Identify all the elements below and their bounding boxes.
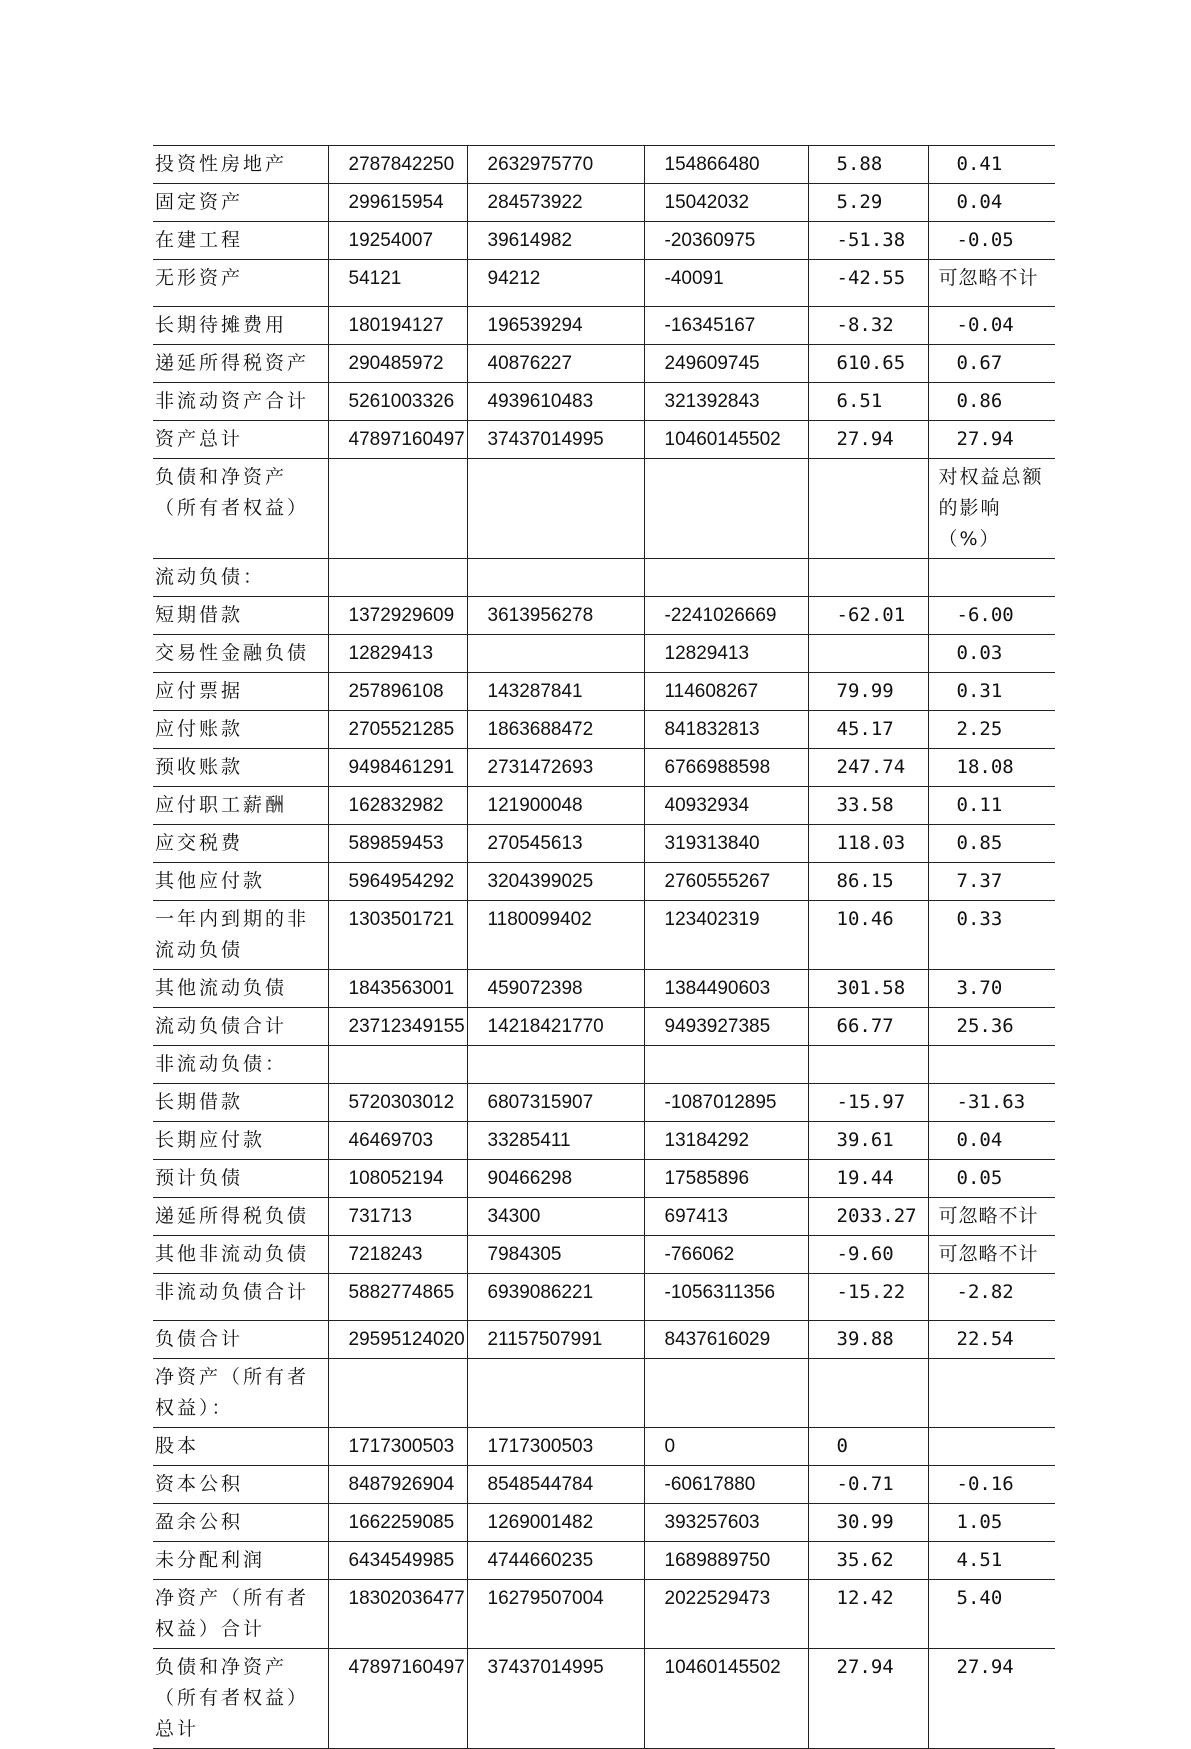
table-row: [153, 825, 1055, 863]
row-change-amount: 154866480: [644, 146, 808, 184]
row-change-amount: 10460145502: [644, 421, 808, 459]
table-row: [153, 635, 1055, 673]
row-change-rate: 301.58: [808, 970, 928, 1008]
row-ending-balance: 1303501721: [328, 901, 467, 970]
row-change-rate: [808, 559, 928, 597]
row-change-amount: -1056311356: [644, 1274, 808, 1321]
row-beginning-balance: [467, 559, 644, 597]
row-item-label: 流动负债合计: [153, 1008, 328, 1046]
row-ending-balance: 1717300503: [328, 1428, 467, 1466]
row-ending-balance: [328, 1359, 467, 1428]
table-row: [153, 787, 1055, 825]
row-change-amount: 2022529473: [644, 1580, 808, 1649]
row-item-label: 其他非流动负债: [153, 1236, 328, 1274]
row-change-amount: -40091: [644, 260, 808, 307]
row-impact: 2.25: [928, 711, 1055, 749]
row-change-amount: -1087012895: [644, 1084, 808, 1122]
row-change-amount: 2760555267: [644, 863, 808, 901]
row-item-label: 资产总计: [153, 421, 328, 459]
row-item-label: 固定资产: [153, 184, 328, 222]
row-impact: 7.37: [928, 863, 1055, 901]
row-change-rate: [808, 459, 928, 559]
table-row: [153, 1046, 1055, 1084]
table-row: [153, 1504, 1055, 1542]
row-impact: -0.05: [928, 222, 1055, 260]
row-item-label: 其他应付款: [153, 863, 328, 901]
row-ending-balance: 180194127: [328, 307, 467, 345]
row-ending-balance: 8487926904: [328, 1466, 467, 1504]
row-beginning-balance: 37437014995: [467, 421, 644, 459]
row-ending-balance: 290485972: [328, 345, 467, 383]
row-item-label: 应付票据: [153, 673, 328, 711]
row-impact: 可忽略不计: [928, 1198, 1055, 1236]
row-item-label: 未分配利润: [153, 1542, 328, 1580]
row-change-amount: 8437616029: [644, 1321, 808, 1359]
row-ending-balance: [328, 1046, 467, 1084]
row-change-rate: -62.01: [808, 597, 928, 635]
table-row: [153, 1198, 1055, 1236]
row-change-amount: 319313840: [644, 825, 808, 863]
row-impact: 0.04: [928, 1122, 1055, 1160]
row-item-label: 非流动资产合计: [153, 383, 328, 421]
row-impact: -2.82: [928, 1274, 1055, 1321]
row-change-rate: [808, 1359, 928, 1428]
row-impact: 0.31: [928, 673, 1055, 711]
row-change-amount: 1384490603: [644, 970, 808, 1008]
row-beginning-balance: 90466298: [467, 1160, 644, 1198]
row-change-rate: 66.77: [808, 1008, 928, 1046]
row-impact: 0.67: [928, 345, 1055, 383]
table-row: [153, 1580, 1055, 1649]
table-row: [153, 421, 1055, 459]
row-item-label: 递延所得税资产: [153, 345, 328, 383]
row-change-rate: 5.88: [808, 146, 928, 184]
row-beginning-balance: 7984305: [467, 1236, 644, 1274]
row-item-label: 资本公积: [153, 1466, 328, 1504]
row-beginning-balance: 94212: [467, 260, 644, 307]
table-row: [153, 1236, 1055, 1274]
row-impact: 0.11: [928, 787, 1055, 825]
row-beginning-balance: 8548544784: [467, 1466, 644, 1504]
row-beginning-balance: 40876227: [467, 345, 644, 383]
row-impact: 5.40: [928, 1580, 1055, 1649]
row-item-label: 一年内到期的非流动负债: [153, 901, 328, 970]
row-item-label: 净资产（所有者权益）合计: [153, 1580, 328, 1649]
row-item-label: 应付账款: [153, 711, 328, 749]
row-change-amount: 249609745: [644, 345, 808, 383]
row-change-rate: 33.58: [808, 787, 928, 825]
row-change-rate: 12.42: [808, 1580, 928, 1649]
row-change-rate: [808, 1046, 928, 1084]
row-ending-balance: 1843563001: [328, 970, 467, 1008]
row-change-amount: -60617880: [644, 1466, 808, 1504]
row-ending-balance: 1662259085: [328, 1504, 467, 1542]
row-ending-balance: 2787842250: [328, 146, 467, 184]
row-item-label: 应付职工薪酬: [153, 787, 328, 825]
table-row: [153, 863, 1055, 901]
row-impact: 0.33: [928, 901, 1055, 970]
row-change-rate: 39.88: [808, 1321, 928, 1359]
row-beginning-balance: 4744660235: [467, 1542, 644, 1580]
row-ending-balance: 12829413: [328, 635, 467, 673]
row-change-rate: -51.38: [808, 222, 928, 260]
row-impact: 0.86: [928, 383, 1055, 421]
row-item-label: 预收账款: [153, 749, 328, 787]
row-beginning-balance: 6807315907: [467, 1084, 644, 1122]
table-row: [153, 1649, 1055, 1749]
row-item-label: 无形资产: [153, 260, 328, 307]
row-impact: 0.03: [928, 635, 1055, 673]
table-row: [153, 673, 1055, 711]
table-row: [153, 1542, 1055, 1580]
row-change-amount: [644, 1359, 808, 1428]
row-item-label: 盈余公积: [153, 1504, 328, 1542]
row-ending-balance: 23712349155: [328, 1008, 467, 1046]
row-item-label: 长期待摊费用: [153, 307, 328, 345]
row-ending-balance: 19254007: [328, 222, 467, 260]
row-impact: 3.70: [928, 970, 1055, 1008]
row-item-label: 投资性房地产: [153, 146, 328, 184]
row-beginning-balance: 2731472693: [467, 749, 644, 787]
row-ending-balance: 108052194: [328, 1160, 467, 1198]
table-row: [153, 1466, 1055, 1504]
row-beginning-balance: 39614982: [467, 222, 644, 260]
row-beginning-balance: 3204399025: [467, 863, 644, 901]
row-impact: -6.00: [928, 597, 1055, 635]
row-impact: 0.05: [928, 1160, 1055, 1198]
row-beginning-balance: 1269001482: [467, 1504, 644, 1542]
row-change-rate: 35.62: [808, 1542, 928, 1580]
row-change-rate: -15.97: [808, 1084, 928, 1122]
table-row: [153, 559, 1055, 597]
row-ending-balance: 257896108: [328, 673, 467, 711]
row-beginning-balance: 34300: [467, 1198, 644, 1236]
row-impact: [928, 1428, 1055, 1466]
row-item-label: 负债合计: [153, 1321, 328, 1359]
row-beginning-balance: 1863688472: [467, 711, 644, 749]
row-item-label: 负债和净资产（所有者权益）总计: [153, 1649, 328, 1749]
row-ending-balance: 1372929609: [328, 597, 467, 635]
row-beginning-balance: [467, 635, 644, 673]
row-change-amount: [644, 1046, 808, 1084]
row-beginning-balance: 16279507004: [467, 1580, 644, 1649]
row-impact: [928, 1046, 1055, 1084]
row-beginning-balance: 33285411: [467, 1122, 644, 1160]
row-ending-balance: 589859453: [328, 825, 467, 863]
row-ending-balance: 6434549985: [328, 1542, 467, 1580]
table-row: [153, 597, 1055, 635]
table-row: [153, 711, 1055, 749]
row-change-amount: 9493927385: [644, 1008, 808, 1046]
row-change-rate: 2033.27: [808, 1198, 928, 1236]
row-change-amount: 1689889750: [644, 1542, 808, 1580]
row-change-rate: [808, 635, 928, 673]
row-change-amount: 13184292: [644, 1122, 808, 1160]
row-change-rate: 247.74: [808, 749, 928, 787]
row-beginning-balance: 21157507991: [467, 1321, 644, 1359]
row-impact: -31.63: [928, 1084, 1055, 1122]
row-change-amount: -2241026669: [644, 597, 808, 635]
row-beginning-balance: 284573922: [467, 184, 644, 222]
row-beginning-balance: [467, 1359, 644, 1428]
table-row: [153, 970, 1055, 1008]
row-item-label: 非流动负债合计: [153, 1274, 328, 1321]
row-change-amount: 697413: [644, 1198, 808, 1236]
row-item-label: 应交税费: [153, 825, 328, 863]
row-change-amount: 393257603: [644, 1504, 808, 1542]
row-impact: 4.51: [928, 1542, 1055, 1580]
row-change-amount: 114608267: [644, 673, 808, 711]
table-row: [153, 1160, 1055, 1198]
table-row: [153, 1428, 1055, 1466]
row-impact: 1.05: [928, 1504, 1055, 1542]
row-beginning-balance: [467, 459, 644, 559]
row-change-rate: 27.94: [808, 1649, 928, 1749]
row-impact: 可忽略不计: [928, 1236, 1055, 1274]
table-row: [153, 383, 1055, 421]
table-row: [153, 901, 1055, 970]
balance-sheet-table: [153, 145, 1055, 1749]
row-beginning-balance: 270545613: [467, 825, 644, 863]
row-change-rate: -42.55: [808, 260, 928, 307]
row-change-rate: 45.17: [808, 711, 928, 749]
table-row: [153, 1359, 1055, 1428]
row-impact: 18.08: [928, 749, 1055, 787]
row-beginning-balance: 6939086221: [467, 1274, 644, 1321]
row-change-rate: 86.15: [808, 863, 928, 901]
row-item-label: 交易性金融负债: [153, 635, 328, 673]
row-change-rate: 6.51: [808, 383, 928, 421]
table-row: [153, 184, 1055, 222]
row-ending-balance: 54121: [328, 260, 467, 307]
row-change-amount: 12829413: [644, 635, 808, 673]
row-beginning-balance: [467, 1046, 644, 1084]
row-change-rate: 19.44: [808, 1160, 928, 1198]
row-change-rate: 30.99: [808, 1504, 928, 1542]
table-row: [153, 1084, 1055, 1122]
row-item-label: 其他流动负债: [153, 970, 328, 1008]
row-ending-balance: 299615954: [328, 184, 467, 222]
row-ending-balance: 18302036477: [328, 1580, 467, 1649]
row-ending-balance: 29595124020: [328, 1321, 467, 1359]
row-change-amount: [644, 559, 808, 597]
row-impact: 0.85: [928, 825, 1055, 863]
row-ending-balance: 162832982: [328, 787, 467, 825]
row-change-rate: -8.32: [808, 307, 928, 345]
row-beginning-balance: 196539294: [467, 307, 644, 345]
table-row: [153, 1122, 1055, 1160]
row-item-label: 递延所得税负债: [153, 1198, 328, 1236]
row-change-rate: 39.61: [808, 1122, 928, 1160]
row-beginning-balance: 143287841: [467, 673, 644, 711]
row-change-amount: 321392843: [644, 383, 808, 421]
balance-sheet-body: [153, 146, 1055, 1749]
row-impact: 对权益总额的影响（%）: [928, 459, 1055, 559]
row-ending-balance: 47897160497: [328, 1649, 467, 1749]
row-beginning-balance: 459072398: [467, 970, 644, 1008]
row-ending-balance: [328, 559, 467, 597]
row-impact: 0.04: [928, 184, 1055, 222]
row-change-amount: 0: [644, 1428, 808, 1466]
row-beginning-balance: 1180099402: [467, 901, 644, 970]
row-impact: 22.54: [928, 1321, 1055, 1359]
row-item-label: 长期借款: [153, 1084, 328, 1122]
row-ending-balance: 9498461291: [328, 749, 467, 787]
row-change-rate: 10.46: [808, 901, 928, 970]
row-change-amount: 10460145502: [644, 1649, 808, 1749]
row-change-amount: -16345167: [644, 307, 808, 345]
row-ending-balance: 5882774865: [328, 1274, 467, 1321]
row-change-rate: 5.29: [808, 184, 928, 222]
table-row: [153, 459, 1055, 559]
balance-sheet-page: [153, 145, 1055, 1749]
table-row: [153, 146, 1055, 184]
row-impact: 27.94: [928, 421, 1055, 459]
table-row: [153, 345, 1055, 383]
row-beginning-balance: 37437014995: [467, 1649, 644, 1749]
row-impact: -0.04: [928, 307, 1055, 345]
row-item-label: 长期应付款: [153, 1122, 328, 1160]
row-item-label: 短期借款: [153, 597, 328, 635]
row-beginning-balance: 14218421770: [467, 1008, 644, 1046]
table-row: [153, 1321, 1055, 1359]
row-impact: -0.16: [928, 1466, 1055, 1504]
row-impact: 27.94: [928, 1649, 1055, 1749]
row-ending-balance: 46469703: [328, 1122, 467, 1160]
table-row: [153, 1274, 1055, 1321]
row-change-rate: 610.65: [808, 345, 928, 383]
row-change-amount: 15042032: [644, 184, 808, 222]
row-impact: [928, 559, 1055, 597]
row-change-amount: 6766988598: [644, 749, 808, 787]
table-row: [153, 222, 1055, 260]
row-change-amount: 17585896: [644, 1160, 808, 1198]
row-ending-balance: 731713: [328, 1198, 467, 1236]
row-item-label: 负债和净资产（所有者权益）: [153, 459, 328, 559]
row-change-rate: -15.22: [808, 1274, 928, 1321]
row-item-label: 预计负债: [153, 1160, 328, 1198]
row-ending-balance: 5964954292: [328, 863, 467, 901]
row-impact: [928, 1359, 1055, 1428]
row-item-label: 净资产（所有者权益）：: [153, 1359, 328, 1428]
row-change-rate: -9.60: [808, 1236, 928, 1274]
row-change-rate: 27.94: [808, 421, 928, 459]
row-beginning-balance: 3613956278: [467, 597, 644, 635]
row-beginning-balance: 1717300503: [467, 1428, 644, 1466]
row-item-label: 股本: [153, 1428, 328, 1466]
row-change-amount: 123402319: [644, 901, 808, 970]
row-change-amount: [644, 459, 808, 559]
table-row: [153, 260, 1055, 307]
row-change-rate: 0: [808, 1428, 928, 1466]
row-change-rate: -0.71: [808, 1466, 928, 1504]
row-beginning-balance: 121900048: [467, 787, 644, 825]
row-item-label: 非流动负债：: [153, 1046, 328, 1084]
row-change-amount: 841832813: [644, 711, 808, 749]
table-row: [153, 749, 1055, 787]
row-impact: 0.41: [928, 146, 1055, 184]
row-change-amount: -20360975: [644, 222, 808, 260]
row-ending-balance: 2705521285: [328, 711, 467, 749]
row-item-label: 流动负债：: [153, 559, 328, 597]
row-ending-balance: 5261003326: [328, 383, 467, 421]
row-beginning-balance: 2632975770: [467, 146, 644, 184]
row-beginning-balance: 4939610483: [467, 383, 644, 421]
row-ending-balance: 7218243: [328, 1236, 467, 1274]
row-change-amount: -766062: [644, 1236, 808, 1274]
row-impact: 可忽略不计: [928, 260, 1055, 307]
row-item-label: 在建工程: [153, 222, 328, 260]
table-row: [153, 307, 1055, 345]
row-change-rate: 118.03: [808, 825, 928, 863]
row-change-rate: 79.99: [808, 673, 928, 711]
row-change-amount: 40932934: [644, 787, 808, 825]
table-row: [153, 1008, 1055, 1046]
row-ending-balance: 5720303012: [328, 1084, 467, 1122]
row-ending-balance: 47897160497: [328, 421, 467, 459]
row-impact: 25.36: [928, 1008, 1055, 1046]
row-ending-balance: [328, 459, 467, 559]
